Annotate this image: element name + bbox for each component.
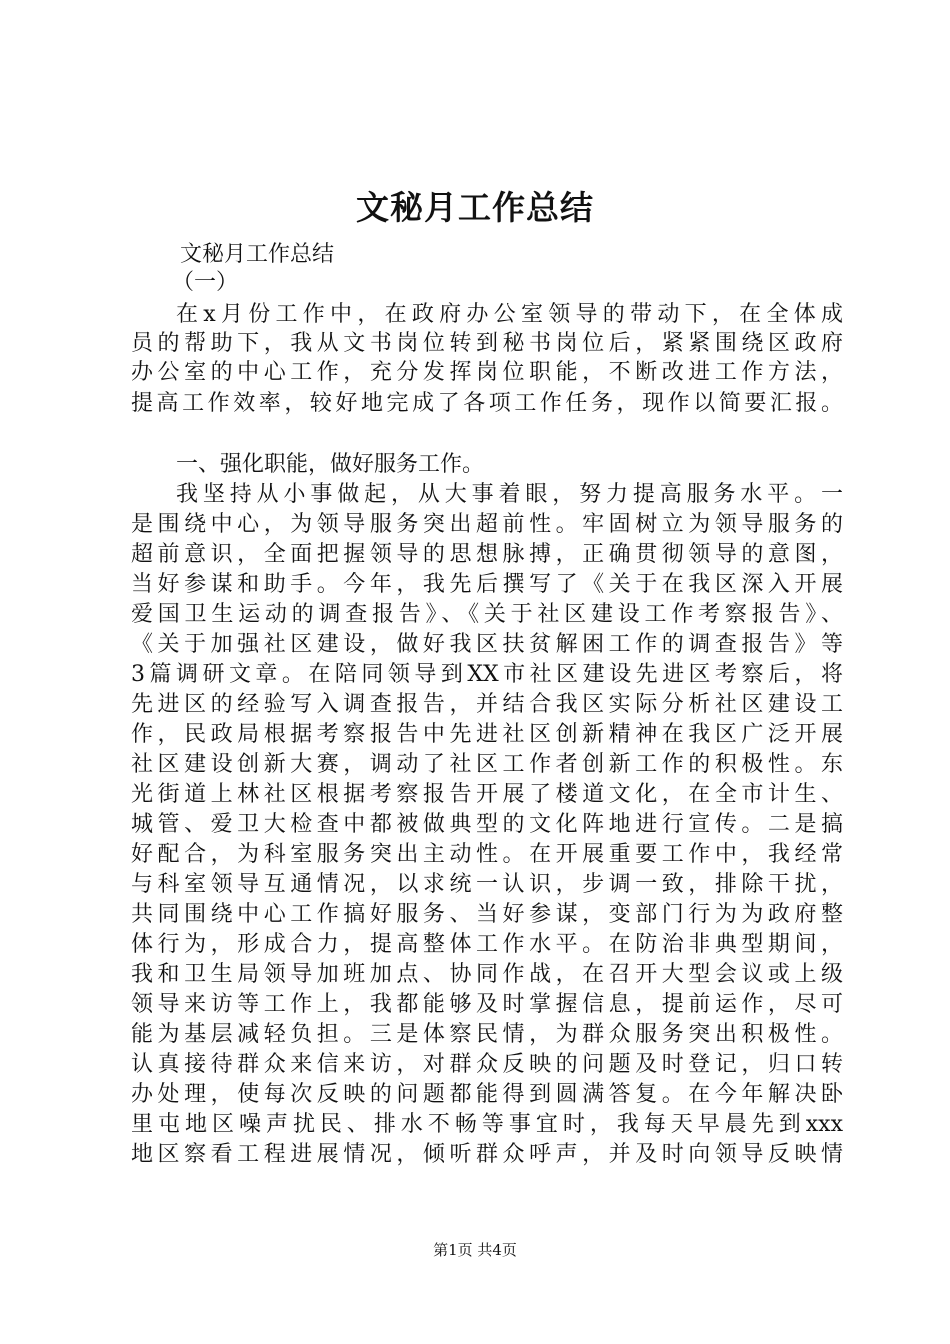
body-line: 地区察看工程进展情况，倾听群众呼声，并及时向领导反映情 xyxy=(131,1142,843,1167)
body-line: 认真接待群众来信来访，对群众反映的问题及时登记，归口转 xyxy=(131,1052,843,1077)
body-line: 办处理，使每次反映的问题都能得到圆满答复。在今年解决卧 xyxy=(131,1082,843,1107)
body-line: 我坚持从小事做起，从大事着眼，努力提高服务水平。一 xyxy=(176,482,843,507)
document-subtitle: 文秘月工作总结 xyxy=(180,242,335,267)
page-footer: 第1页 共4页 xyxy=(433,1241,517,1259)
body-line: 是围绕中心，为领导服务突出超前性。牢固树立为领导服务的 xyxy=(131,512,843,537)
body-line: 爱国卫生运动的调查报告》、《关于社区建设工作考察报告》、 xyxy=(131,602,843,627)
section-marker: （一） xyxy=(172,270,239,295)
body-line: 一、强化职能，做好服务工作。 xyxy=(176,452,485,477)
body-line: 先进区的经验写入调查报告，并结合我区实际分析社区建设工 xyxy=(131,692,843,717)
body-line: 在x月份工作中，在政府办公室领导的带动下，在全体成 xyxy=(176,302,843,327)
body-line: 办公室的中心工作，充分发挥岗位职能，不断改进工作方法， xyxy=(131,360,843,385)
document-title: 文秘月工作总结 xyxy=(356,188,594,227)
body-line: 我和卫生局领导加班加点、协同作战，在召开大型会议或上级 xyxy=(131,962,843,987)
body-line: 超前意识，全面把握领导的思想脉搏，正确贯彻领导的意图， xyxy=(131,542,843,567)
body-line: 与科室领导互通情况，以求统一认识，步调一致，排除干扰， xyxy=(131,872,843,897)
body-line: 共同围绕中心工作搞好服务、当好参谋，变部门行为为政府整 xyxy=(131,902,843,927)
body-line: 领导来访等工作上，我都能够及时掌握信息，提前运作，尽可 xyxy=(131,992,843,1017)
body-line: 里屯地区噪声扰民、排水不畅等事宜时，我每天早晨先到xxx xyxy=(131,1112,843,1137)
body-line: 当好参谋和助手。今年，我先后撰写了《关于在我区深入开展 xyxy=(131,572,843,597)
body-line: 提高工作效率，较好地完成了各项工作任务，现作以简要汇报。 xyxy=(131,391,843,416)
body-line: 能为基层减轻负担。三是体察民情，为群众服务突出积极性。 xyxy=(131,1022,843,1047)
body-line: 3篇调研文章。在陪同领导到XX市社区建设先进区考察后，将 xyxy=(131,662,843,687)
body-line: 光街道上林社区根据考察报告开展了楼道文化，在全市计生、 xyxy=(131,782,843,807)
body-line: 社区建设创新大赛，调动了社区工作者创新工作的积极性。东 xyxy=(131,752,843,777)
body-line: 体行为，形成合力，提高整体工作水平。在防治非典型期间， xyxy=(131,932,843,957)
body-line: 作，民政局根据考察报告中先进社区创新精神在我区广泛开展 xyxy=(131,722,843,747)
body-line: 城管、爱卫大检查中都被做典型的文化阵地进行宣传。二是搞 xyxy=(131,812,843,837)
body-line: 好配合，为科室服务突出主动性。在开展重要工作中，我经常 xyxy=(131,842,843,867)
body-line: 员的帮助下，我从文书岗位转到秘书岗位后，紧紧围绕区政府 xyxy=(131,331,843,356)
body-line: 《关于加强社区建设，做好我区扶贫解困工作的调查报告》等 xyxy=(131,632,843,657)
